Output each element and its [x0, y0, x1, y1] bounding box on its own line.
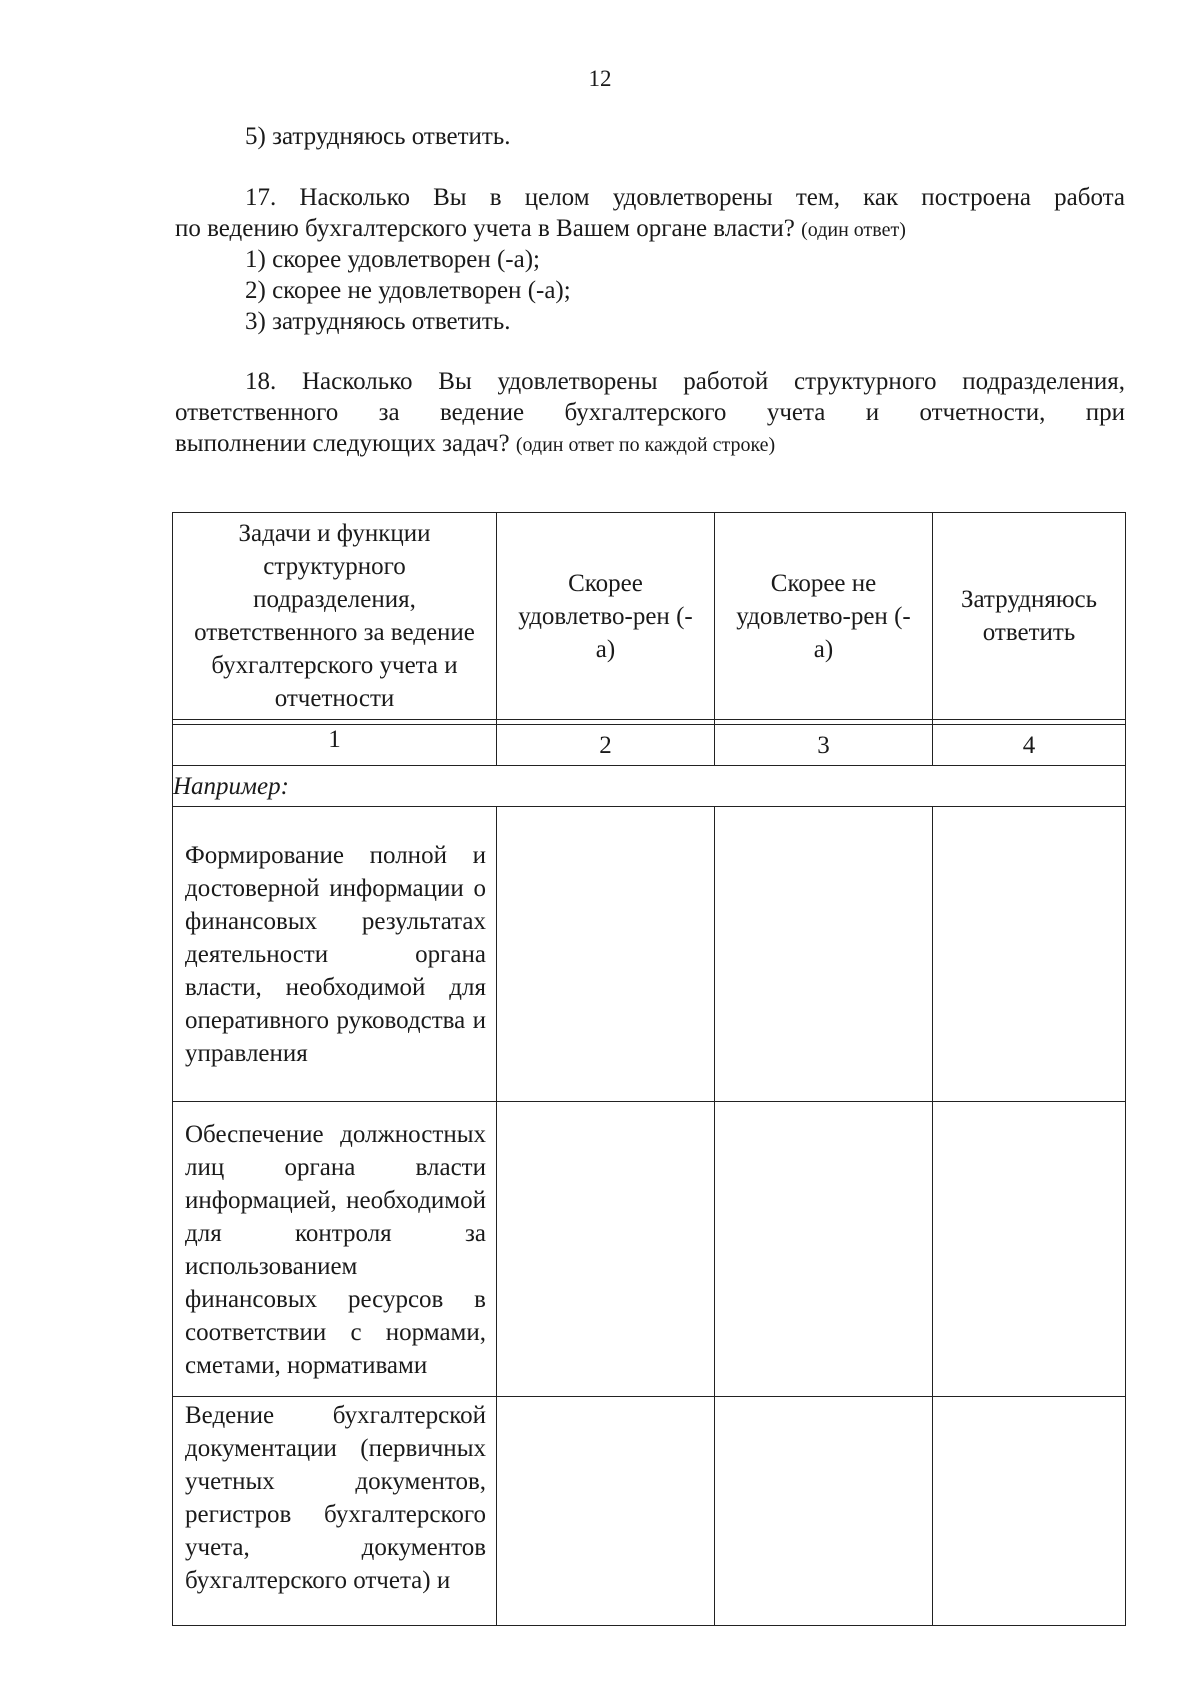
task-cell: Обеспечение должностных лиц органа власти информацией, необходимой для контроля за использованием финансовых ресурсов в соответствии с нормами, сметами, нормативами: [173, 1102, 497, 1397]
question-17-option-3: 3) затрудняюсь ответить.: [245, 308, 511, 335]
question-18-text: выполнении следующих задач?: [175, 430, 510, 457]
question-17-line-1: 17. Насколько Вы в целом удовлетворены тем, как построена работа: [245, 184, 1125, 211]
header-not-satisfied: Скорее не удовлетво-рен (-а): [715, 513, 933, 720]
question-17-text: по ведению бухгалтерского учета в Вашем органе власти?: [175, 215, 795, 242]
answer-cell-not-satisfied[interactable]: [715, 1397, 933, 1626]
question-18-line-2: ответственного за ведение бухгалтерского учета и отчетности, при: [175, 399, 1125, 426]
question-18-line-1: 18. Насколько Вы удовлетворены работой структурного подразделения,: [245, 368, 1125, 395]
question-17-option-2: 2) скорее не удовлетворен (-а);: [245, 277, 571, 304]
page-number: 12: [588, 66, 612, 91]
example-label: Например:: [173, 766, 1126, 807]
answer-cell-satisfied[interactable]: [497, 1397, 715, 1626]
table-row: [173, 1397, 1126, 1626]
question-18-note: (один ответ по каждой строке): [515, 434, 776, 456]
task-cell: Формирование полной и достоверной информации о финансовых результатах деятельности органа власти, необходимой для оперативного руководства и управления: [173, 807, 497, 1102]
answer-cell-not-satisfied[interactable]: [715, 807, 933, 1102]
question-17-option-1: 1) скорее удовлетворен (-а);: [245, 246, 540, 273]
header-satisfied: Скорее удовлетво-рен (-а): [497, 513, 715, 720]
column-number-row: [173, 725, 1126, 766]
example-row: [173, 766, 1126, 807]
question-17: [175, 182, 1125, 244]
satisfaction-table: [172, 512, 1126, 1626]
answer-cell-hard-to-answer[interactable]: [933, 807, 1126, 1102]
answer-cell-hard-to-answer[interactable]: [933, 1102, 1126, 1397]
prev-question-option-5: 5) затрудняюсь ответить.: [245, 123, 511, 150]
table-row: [173, 1102, 1126, 1397]
header-hard-to-answer: Затрудняюсь ответить: [933, 513, 1126, 720]
column-number-4: 4: [933, 725, 1126, 766]
question-18: [175, 366, 1125, 459]
answer-cell-not-satisfied[interactable]: [715, 1102, 933, 1397]
column-number-3: 3: [715, 725, 933, 766]
table-header-row: [173, 513, 1126, 720]
answer-cell-satisfied[interactable]: [497, 1102, 715, 1397]
task-cell: Ведение бухгалтерской документации (первичных учетных документов, регистров бухгалтерского учета, документов бухгалтерского отчета) и: [173, 1397, 497, 1626]
question-18-line-3: [175, 428, 1125, 459]
answer-cell-hard-to-answer[interactable]: [933, 1397, 1126, 1626]
column-number-2: 2: [497, 725, 715, 766]
column-number-1: 1: [173, 725, 497, 766]
answer-cell-satisfied[interactable]: [497, 807, 715, 1102]
table-row: [173, 807, 1126, 1102]
question-17-line-2: [175, 213, 1125, 244]
header-tasks: Задачи и функции структурного подразделения, ответственного за ведение бухгалтерского учета и отчетности: [173, 513, 497, 720]
question-17-note: (один ответ): [801, 219, 906, 241]
